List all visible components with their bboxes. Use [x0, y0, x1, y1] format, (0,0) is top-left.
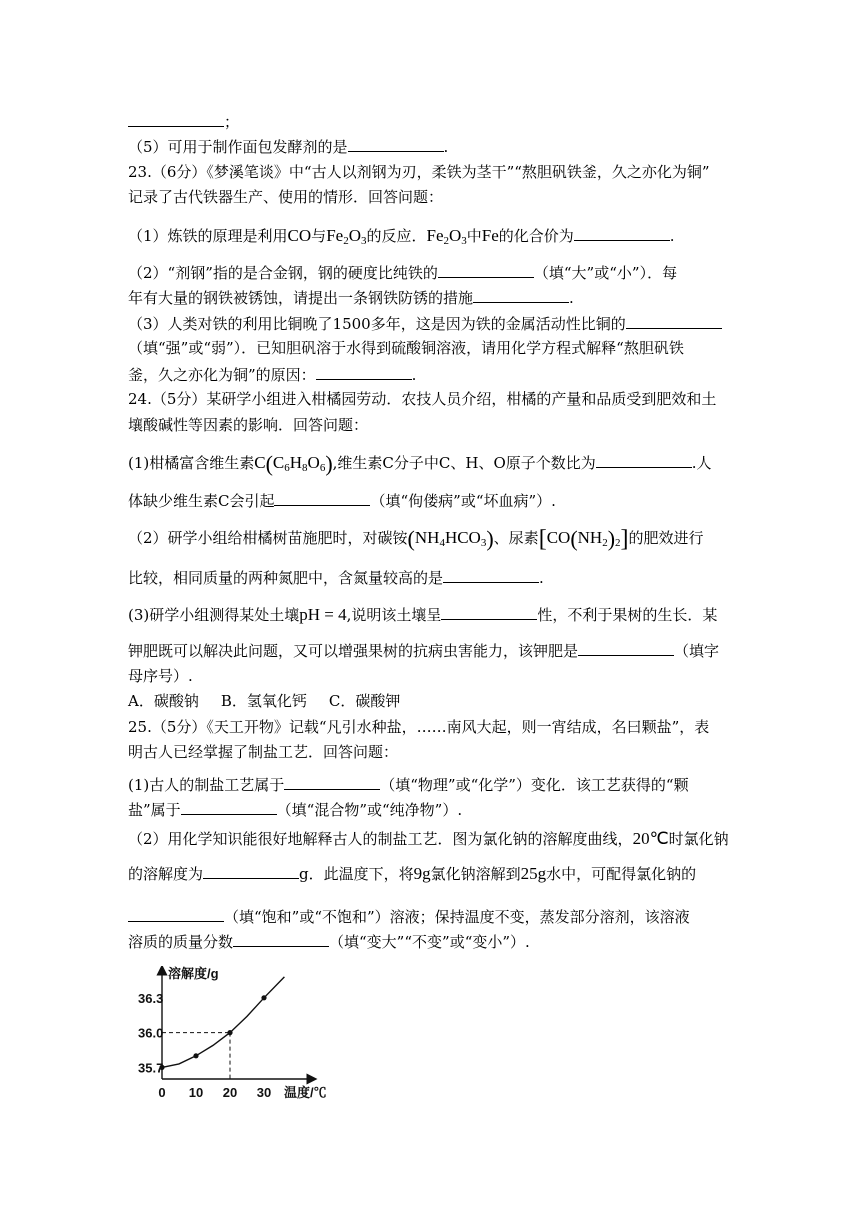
- q24-item1: (1)柑橘富含维生素$C(C_6H_8O_6)$,维生素C分子中C、H、O原子个数比为 .人: [128, 451, 712, 476]
- text-line: 溶质的质量分数 （填“变大”“不变”或“变小”）.: [128, 933, 530, 951]
- q25-item2: （2）用化学知识能很好地解释古人的制盐工艺．图为氯化钠的溶解度曲线，20℃时氯化钠: [128, 829, 729, 848]
- q25-item1: (1)古人的制盐工艺属于 （填“物理”或“化学”）变化．该工艺获得的“颗: [128, 776, 689, 794]
- chem-formula: CO: [287, 226, 312, 245]
- data-point: [261, 995, 266, 1000]
- q24-item2: （2）研学小组给柑橘树苗施肥时，对碳铵$(NH_4HCO_3)$、尿素$[CO(NH_2)_2]$的肥效进行: [128, 526, 704, 552]
- solubility-curve: [162, 977, 284, 1068]
- text-line: 明古人已经掌握了制盐工艺．回答问题：: [128, 743, 399, 761]
- answer-blank: [316, 364, 412, 380]
- text-line: 母序号）.: [128, 667, 193, 685]
- chart-axes: [162, 970, 312, 1079]
- x-tick-label: 0: [158, 1085, 166, 1100]
- q22-item5: （5）可用于制作面包发酵剂的是 .: [128, 138, 449, 156]
- q23-item2: （2）“剂钢”指的是合金钢，钢的硬度比纯铁的 （填“大”或“小”）．每: [128, 264, 678, 282]
- answer-blank: [284, 774, 380, 790]
- text-line: 年有大量的钢铁被锈蚀，请提出一条钢铁防锈的措施 .: [128, 289, 574, 307]
- answer-blank: [578, 640, 674, 656]
- text-line: ；: [128, 111, 728, 133]
- option-b: B．氢氧化钙: [220, 692, 307, 710]
- text-line: 的溶解度为 g．此温度下，将9g氯化钠溶解到25g水中，可配得氯化钠的: [128, 864, 697, 883]
- answer-blank: [438, 262, 534, 278]
- text-line: 壤酸碱性等因素的影响．回答问题：: [128, 416, 369, 434]
- y-tick-label: 35.7: [138, 1060, 164, 1076]
- text-line: （填“饱和”或“不饱和”）溶液；保持温度不变，蒸发部分溶剂，该溶液: [128, 906, 728, 928]
- text-line: 釜，久之亦化为铜”的原因： .: [128, 366, 417, 384]
- chem-formula: Fe: [481, 226, 499, 245]
- chem-formula: 9g: [413, 864, 431, 883]
- answer-blank: [348, 136, 444, 152]
- option-c: C．碳酸钾: [328, 692, 401, 710]
- q24-options: [128, 691, 728, 713]
- data-point: [227, 1030, 232, 1035]
- q24-stem: 24.（5分）某研学小组进入柑橘园劳动．农技人员介绍，柑橘的产量和品质受到肥效和土: [128, 390, 717, 408]
- answer-blank: [203, 863, 299, 879]
- q24-item3: (3)研学小组测得某处土壤pH = 4,说明该土壤呈 性，不利于果树的生长．某: [128, 605, 718, 624]
- chem-formula: $Fe_2O_3$: [426, 226, 467, 247]
- answer-blank: [181, 799, 277, 815]
- text-line: 比较，相同质量的两种氮肥中，含氮量较高的是 .: [128, 569, 544, 587]
- chem-formula: $(NH_4HCO_3)$: [407, 526, 494, 551]
- y-tick-label: 36.3: [138, 990, 164, 1006]
- answer-blank: [443, 567, 539, 583]
- answer-blank: [274, 490, 370, 506]
- y-tick-label: 36.0: [138, 1025, 164, 1041]
- y-axis-label: 溶解度/g: [168, 966, 219, 981]
- q23-item1: （1）炼铁的原理是利用CO与$Fe_2O_3$的反应．$Fe_2O_3$中Fe的化合价为 .: [128, 226, 675, 247]
- text-line: （填“强”或“弱”）．已知胆矾溶于水得到硫酸铜溶液，请用化学方程式解释“熬胆矾铁: [128, 339, 684, 357]
- answer-blank: [128, 111, 224, 127]
- chem-formula: pH = 4: [299, 605, 347, 624]
- x-tick-label: 30: [256, 1085, 272, 1100]
- answer-blank: [473, 287, 569, 303]
- text-line: 钾肥既可以解决此问题，又可以增强果树的抗病虫害能力，该钾肥是 （填字: [128, 642, 720, 660]
- answer-blank: [128, 906, 224, 922]
- chem-formula: 25g: [520, 864, 547, 883]
- data-point: [193, 1053, 198, 1058]
- x-tick-label: 10: [188, 1085, 204, 1100]
- x-axis-label: 温度/℃: [284, 1085, 327, 1100]
- answer-blank: [574, 225, 670, 241]
- solubility-chart: [138, 966, 358, 1106]
- x-tick-label: 20: [222, 1085, 238, 1100]
- text-line: 体缺少维生素C会引起 （填“佝偻病”或“坏血病”）.: [128, 492, 556, 510]
- chem-formula: $Fe_2O_3$: [326, 226, 367, 247]
- answer-blank: [596, 452, 692, 468]
- option-a: A．碳酸钠: [128, 692, 199, 710]
- tick-labels: [138, 991, 271, 1100]
- chem-formula: $[CO(NH_2)_2]$: [538, 526, 629, 552]
- q23-stem: 23.（6分）《梦溪笔谈》中“古人以剂钢为刃，柔铁为茎干”“熬胆矾铁釜，久之亦化为铜”: [128, 163, 710, 181]
- answer-blank: [233, 931, 329, 947]
- q23-item3: （3）人类对铁的利用比铜晚了1500多年，这是因为铁的金属活动性比铜的: [128, 313, 728, 335]
- q25-stem: 25.（5分）《天工开物》记载“凡引水种盐，……南风大起，则一宵结成，名曰颗盐”，表: [128, 718, 710, 736]
- chem-formula: $C(C_6H_8O_6)$: [254, 451, 333, 476]
- chem-formula: 20℃: [632, 829, 669, 848]
- text-line: 记录了古代铁器生产、使用的情形．回答问题：: [128, 188, 444, 206]
- answer-blank: [626, 313, 722, 329]
- answer-blank: [441, 604, 537, 620]
- text-line: 盐”属于 （填“混合物”或“纯净物”）.: [128, 801, 463, 819]
